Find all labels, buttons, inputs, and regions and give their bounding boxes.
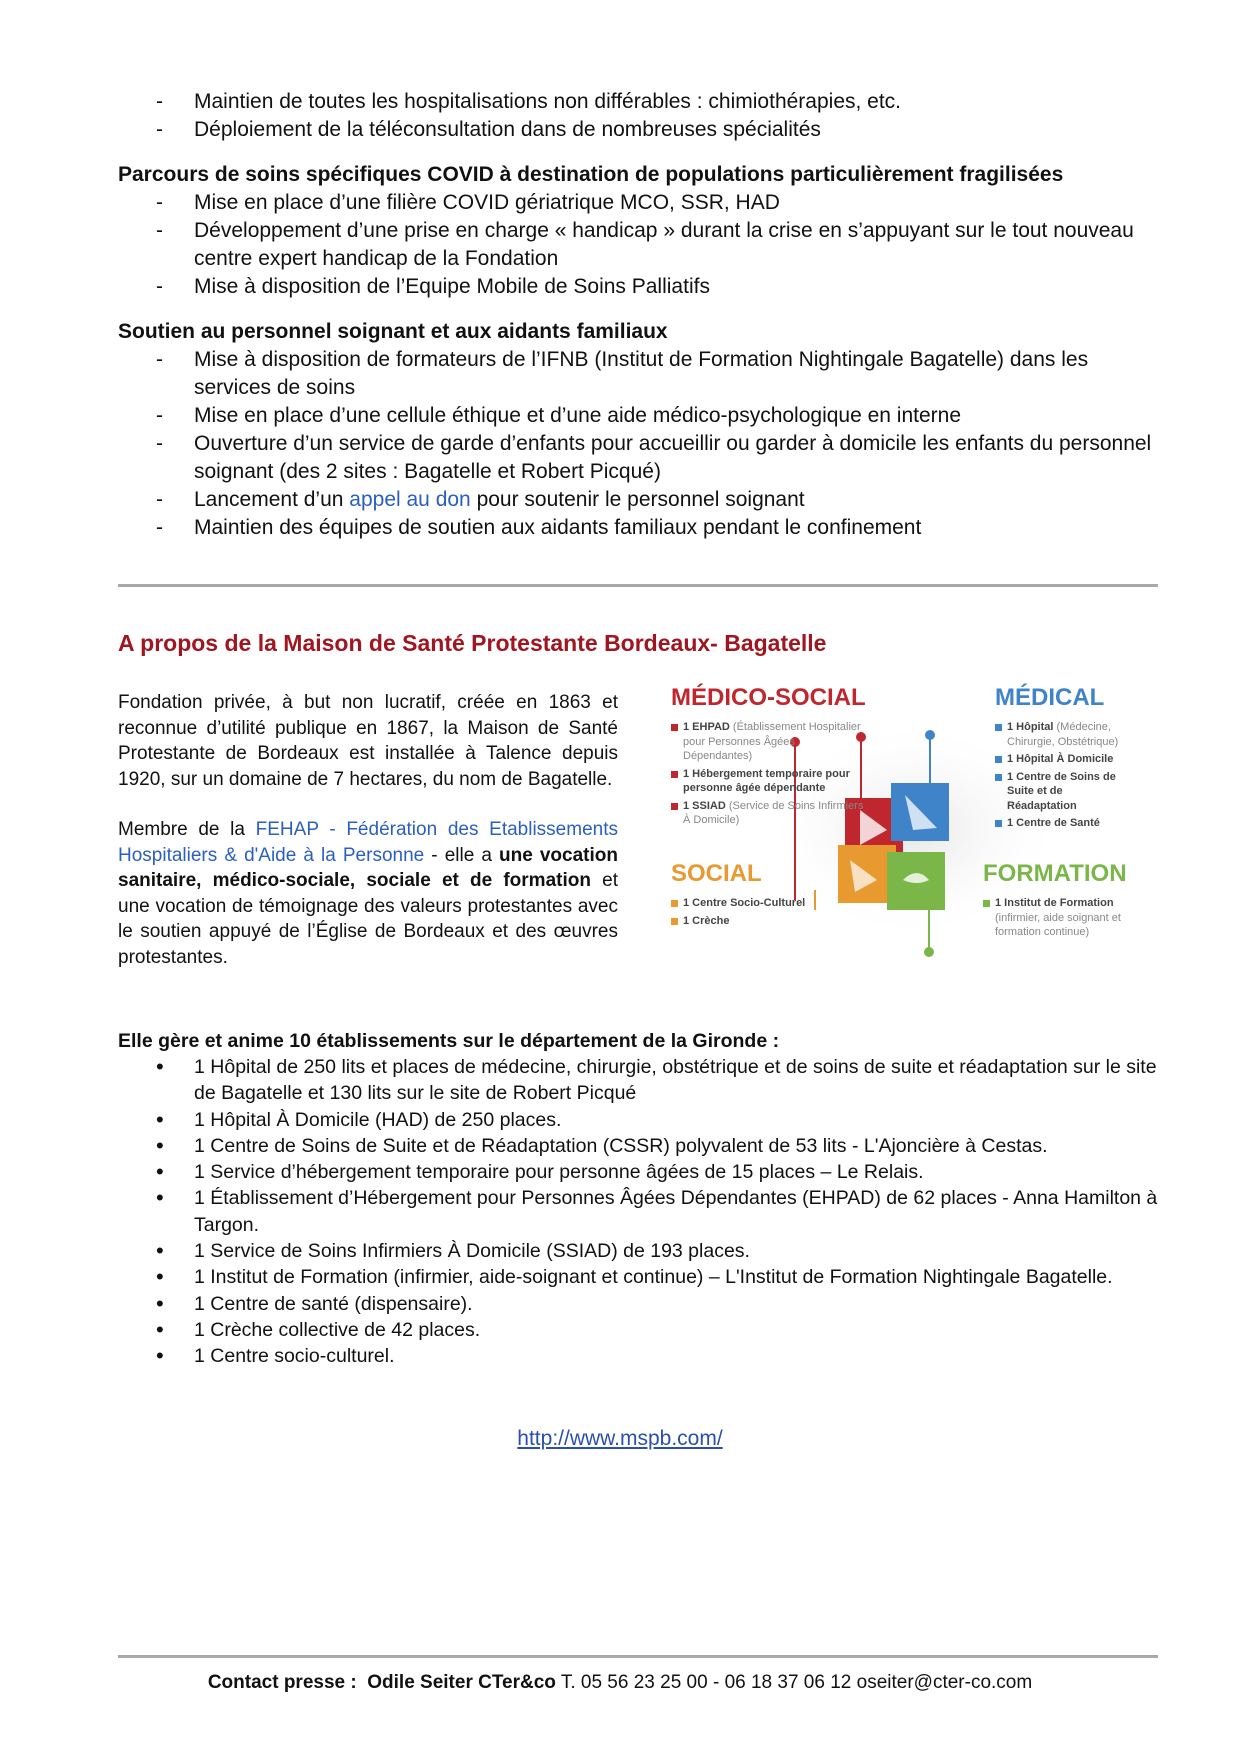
activity-diagram — [655, 680, 1145, 985]
press-contact — [0, 1672, 1240, 1694]
establishments-section — [118, 1028, 1158, 1370]
list-item — [995, 816, 1135, 831]
list-item: - Mise en place d’une cellule éthique et d’une aide médico-psychologique en interne — [118, 402, 1158, 430]
measures-list — [118, 88, 1158, 144]
social-title: SOCIAL — [671, 860, 762, 887]
list-item: • 1 Centre de santé (dispensaire). — [118, 1291, 1158, 1317]
list-item — [671, 914, 821, 929]
fehap-link[interactable]: FEHAP - Fédération des Etablissements Hospitaliers & d'Aide à la Personne — [118, 819, 618, 866]
contact-details: T. 05 56 23 25 00 - 06 18 37 06 12 oseiter@cter-co.com — [555, 1672, 1033, 1693]
covid-section — [118, 161, 1158, 301]
item-bold: 1 Centre de Santé — [1007, 817, 1100, 829]
medico-social-list — [671, 720, 866, 831]
medical-list — [995, 720, 1135, 834]
item-bold: 1 Institut de Formation — [995, 897, 1114, 909]
item-bold: 1 Centre Socio-Culturel — [683, 897, 806, 909]
formation-title: FORMATION — [983, 860, 1127, 887]
list-item: • 1 Service d’hébergement temporaire pour personne âgées de 15 places – Le Relais. — [118, 1159, 1158, 1185]
footer-divider — [118, 1655, 1158, 1658]
list-item: - Mise à disposition de l’Equipe Mobile de Soins Palliatifs — [118, 273, 1158, 301]
item-bold: 1 Crèche — [683, 914, 730, 927]
list-item — [671, 767, 866, 796]
social-list — [671, 896, 821, 931]
about-paragraph-1: Fondation privée, à but non lucratif, créée en 1863 et reconnue d’utilité publique en 1867, la Maison de Santé Protestante de Bordeaux est installée à Talence depuis 1920, sur un domaine de 7 hectares, du nom de Bagatelle. — [118, 692, 618, 790]
website-link[interactable]: http://www.mspb.com/ — [517, 1427, 723, 1450]
support-heading: Soutien au personnel soignant et aux aidants familiaux — [118, 320, 668, 343]
list-item — [671, 896, 821, 911]
medical-title: MÉDICAL — [995, 684, 1105, 711]
about-text-span: - elle a — [424, 844, 500, 866]
medico-social-title: MÉDICO-SOCIAL — [671, 684, 866, 711]
item-bold: 1 Hébergement temporaire pour personne âgée dépendante — [683, 767, 850, 794]
item-detail: (Service de Soins Infirmiers À Domicile) — [683, 799, 864, 826]
list-item: • 1 Centre socio-culturel. — [118, 1343, 1158, 1369]
list-item: • 1 Centre de Soins de Suite et de Réadaptation (CSSR) polyvalent de 53 lits - L'Ajoncière à Cestas. — [118, 1133, 1158, 1159]
contact-label: Contact presse : — [207, 1672, 357, 1693]
about-paragraph-2 — [118, 817, 618, 970]
about-text — [118, 690, 618, 995]
item-detail: (infirmier, aide soignant et formation continue) — [995, 911, 1121, 938]
support-section — [118, 318, 1158, 542]
item-bold: 1 Hôpital À Domicile — [1007, 753, 1114, 765]
website-row — [0, 1427, 1240, 1451]
list-item — [995, 770, 1135, 814]
item-bold: 1 EHPAD — [683, 721, 730, 733]
donation-text-before: Lancement d’un — [194, 488, 350, 511]
item-bold: 1 SSIAD — [683, 799, 726, 812]
list-item — [995, 752, 1135, 767]
about-text-span: Membre de la — [118, 819, 256, 840]
support-list — [118, 346, 1158, 542]
about-title: A propos de la Maison de Santé Protestante Bordeaux- Bagatelle — [118, 630, 827, 656]
list-item: - Ouverture d’un service de garde d’enfants pour accueillir ou garder à domicile les enfants du personnel soignant (des 2 sites : Bagatelle et Robert Picqué) — [118, 430, 1158, 486]
list-item: • 1 Hôpital de 250 lits et places de médecine, chirurgie, obstétrique et de soins de suite et réadaptation sur le site de Bagatelle et 130 lits sur le site de Robert Picqué — [118, 1054, 1158, 1107]
divider — [118, 584, 1158, 587]
list-item: - Maintien de toutes les hospitalisations non différables : chimiothérapies, etc. — [118, 88, 1158, 116]
covid-heading: Parcours de soins spécifiques COVID à destination de populations particulièrement fragilisées — [118, 163, 1064, 186]
formation-list — [983, 896, 1133, 943]
list-item: • 1 Crèche collective de 42 places. — [118, 1317, 1158, 1343]
list-item: - Développement d’une prise en charge « handicap » durant la crise en s’appuyant sur le tout nouveau centre expert handicap de la Fondation — [118, 217, 1158, 273]
contact-name: Odile Seiter CTer&co — [367, 1672, 556, 1693]
item-bold: 1 Centre de Soins de Suite et de Réadaptation — [1007, 770, 1116, 812]
establishments-list — [118, 1054, 1158, 1370]
list-item — [671, 720, 866, 764]
list-item: - Déploiement de la téléconsultation dans de nombreuses spécialités — [118, 116, 1158, 144]
list-item — [995, 720, 1135, 749]
item-bold: 1 Hôpital — [1007, 721, 1054, 733]
list-item-donation — [118, 486, 1158, 514]
list-item: • 1 Service de Soins Infirmiers À Domicile (SSIAD) de 193 places. — [118, 1238, 1158, 1264]
covid-list — [118, 189, 1158, 301]
list-item — [983, 896, 1133, 940]
donation-link[interactable]: appel au don — [349, 488, 471, 511]
list-item: - Mise à disposition de formateurs de l’IFNB (Institut de Formation Nightingale Bagatelle) dans les services de soins — [118, 346, 1158, 402]
vocation-bold: une vocation sanitaire, médico-sociale, sociale et de formation — [118, 844, 618, 891]
green-dot — [924, 947, 934, 957]
establishments-heading: Elle gère et anime 10 établissements sur le département de la Gironde : — [118, 1030, 780, 1052]
measures-block — [118, 88, 1158, 144]
list-item — [671, 799, 866, 828]
about-text-span: et une vocation de témoignage des valeurs protestantes avec le soutien appuyé de l’Église de Bordeaux et des œuvres protestantes. — [118, 870, 618, 968]
list-item: • 1 Institut de Formation (infirmier, aide-soignant et continue) – L'Institut de Formation Nightingale Bagatelle. — [118, 1264, 1158, 1290]
donation-text-after: pour soutenir le personnel soignant — [470, 488, 805, 511]
list-item: - Mise en place d’une filière COVID gériatrique MCO, SSR, HAD — [118, 189, 1158, 217]
item-detail: (Médecine, Chirurgie, Obstétrique) — [1007, 721, 1119, 748]
blue-dot — [925, 730, 935, 740]
list-item: • 1 Hôpital À Domicile (HAD) de 250 places. — [118, 1107, 1158, 1133]
item-detail: (Établissement Hospitalier pour Personnes Âgées Dépendantes) — [683, 721, 861, 762]
list-item: - Maintien des équipes de soutien aux aidants familiaux pendant le confinement — [118, 514, 1158, 542]
list-item: • 1 Établissement d’Hébergement pour Personnes Âgées Dépendantes (EHPAD) de 62 places - Anna Hamilton à Targon. — [118, 1185, 1158, 1238]
